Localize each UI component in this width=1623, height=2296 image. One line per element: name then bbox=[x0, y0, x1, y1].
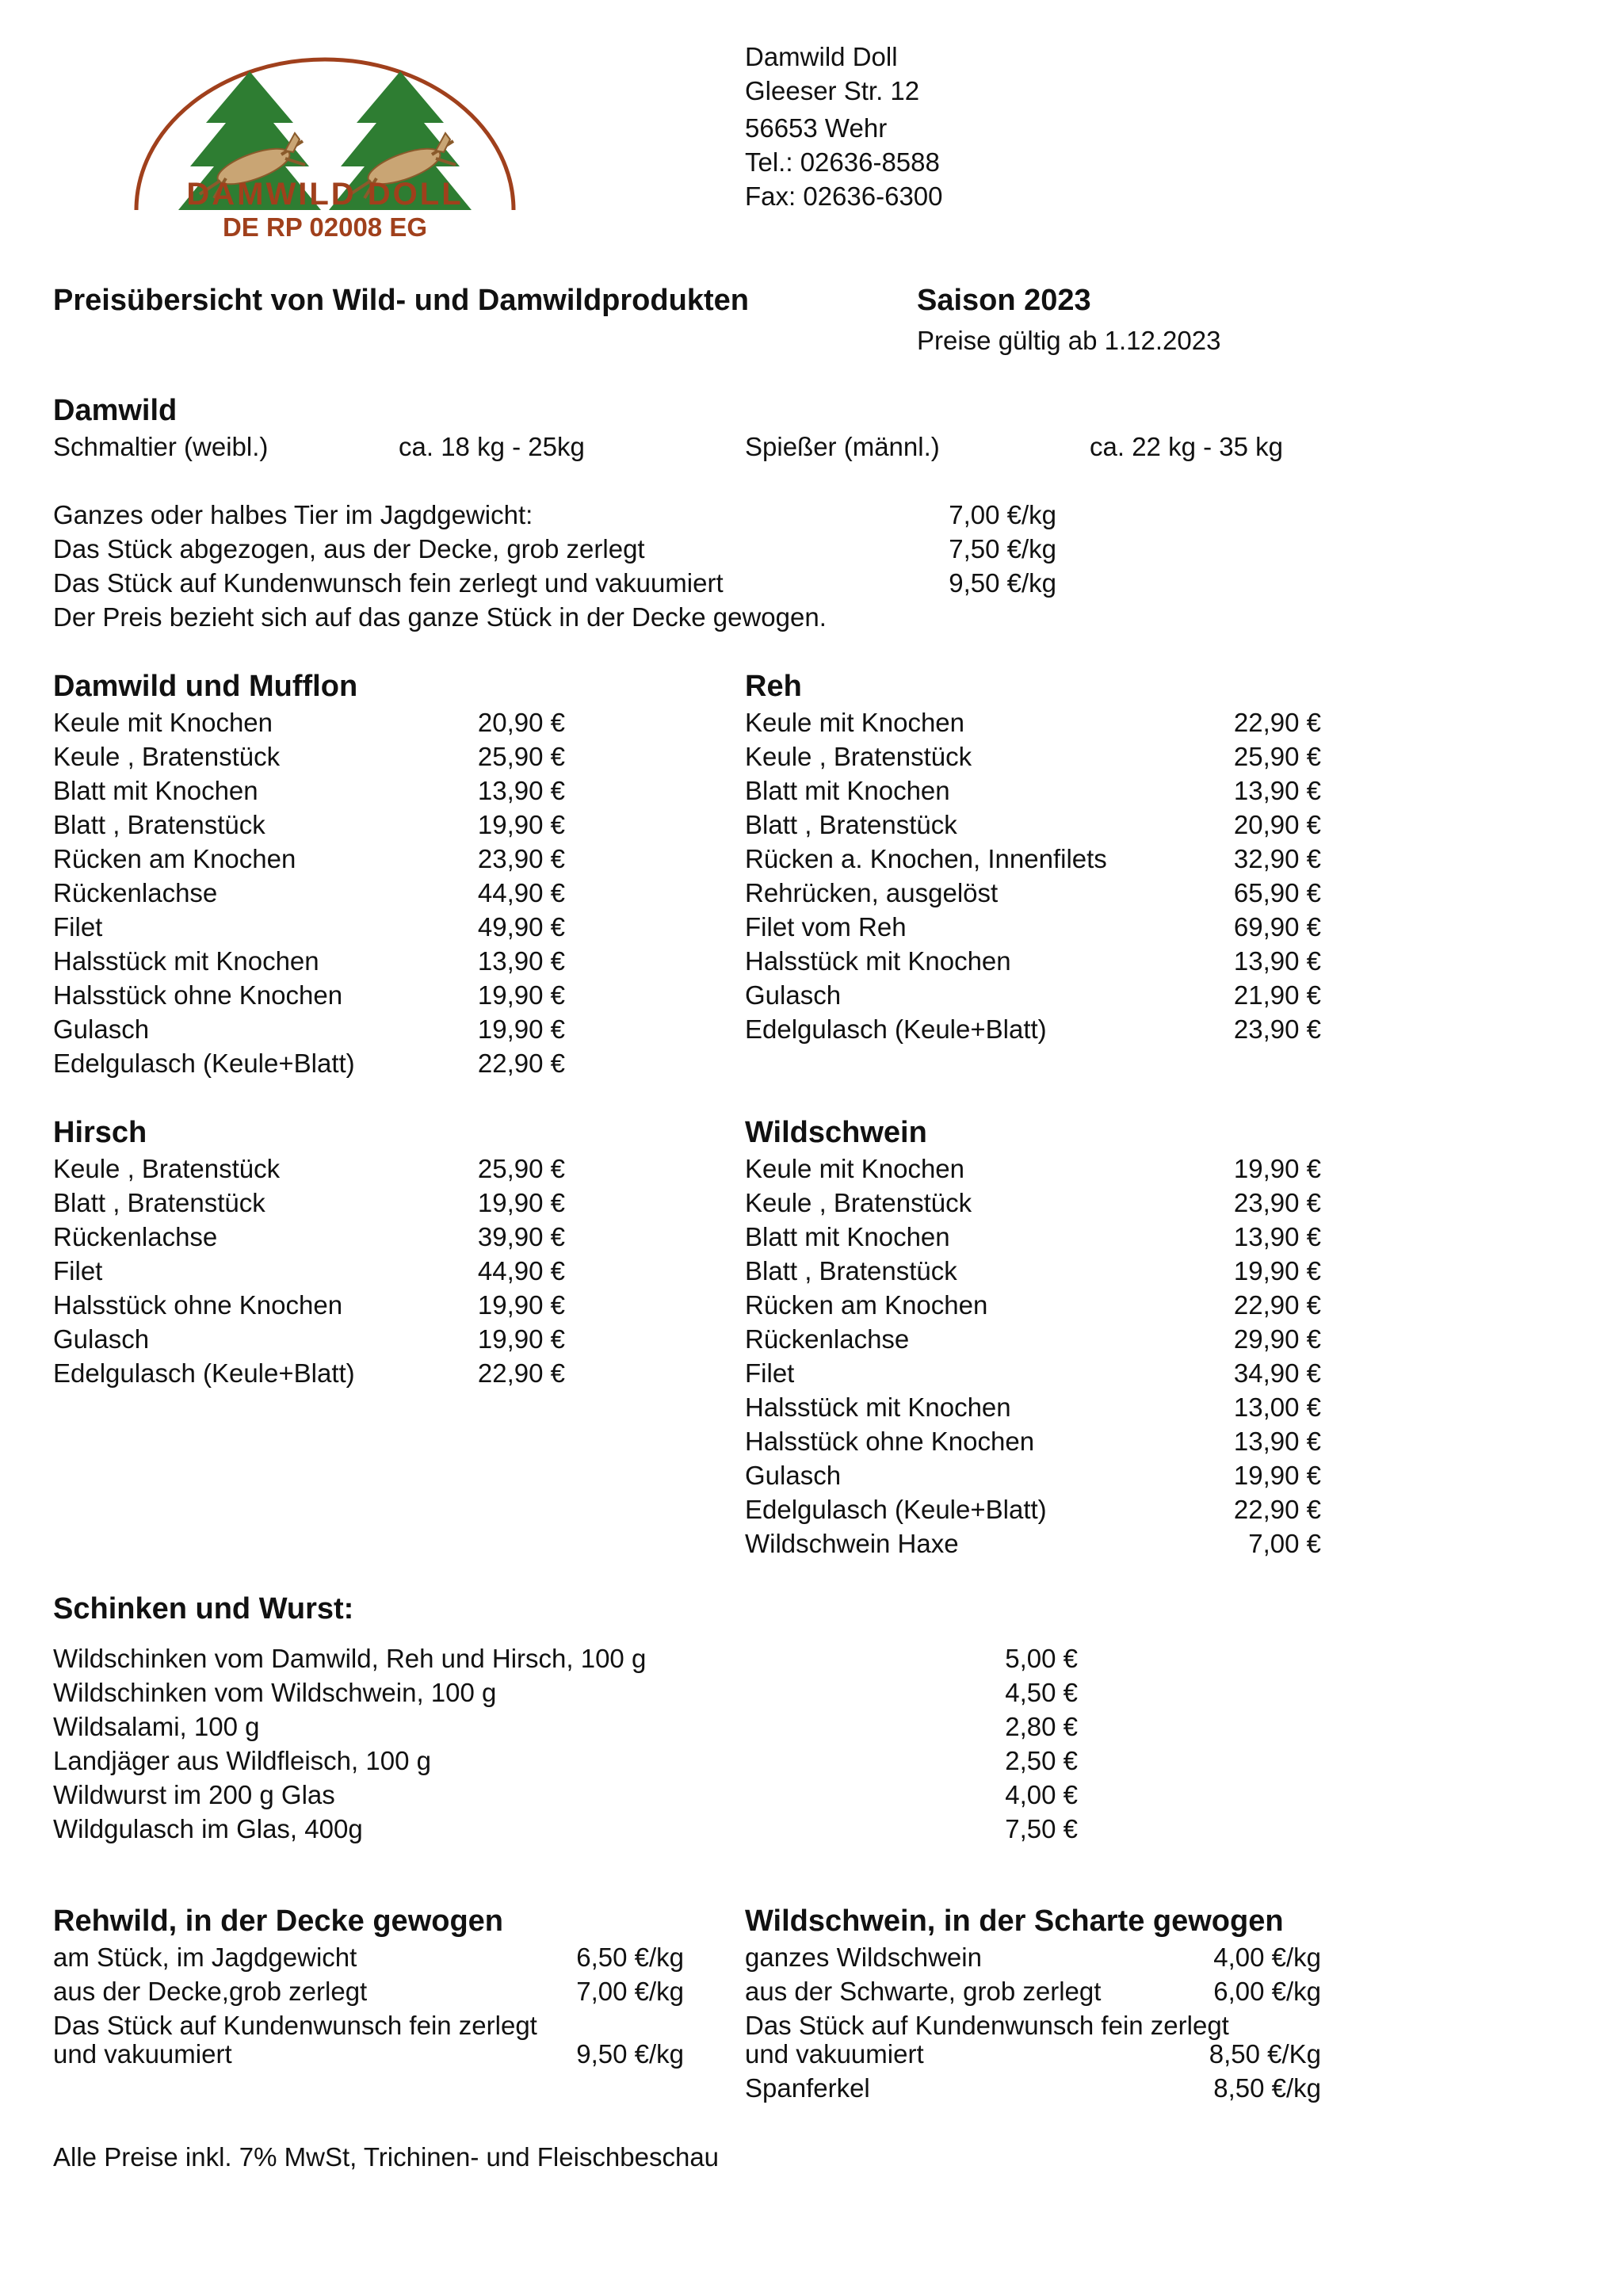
mufflon-item-price: 44,90 € bbox=[477, 878, 565, 907]
price-line-value: 7,50 €/kg bbox=[949, 534, 1056, 563]
mufflon-item-price: 49,90 € bbox=[477, 912, 565, 942]
mufflon-item-label: Edelgulasch (Keule+Blatt) bbox=[53, 1049, 355, 1078]
schwarte-label: Das Stück auf Kundenwunsch fein zerlegt bbox=[745, 2011, 1229, 2040]
wildschwein-item-label: Filet bbox=[745, 1358, 795, 1388]
valid-from: Preise gültig ab 1.12.2023 bbox=[917, 326, 1221, 355]
wildschwein-item-price: 22,90 € bbox=[1233, 1495, 1321, 1524]
mufflon-item-price: 25,90 € bbox=[477, 742, 565, 771]
wildschwein-item-price: 13,90 € bbox=[1233, 1222, 1321, 1251]
schinken-item-label: Wildgulasch im Glas, 400g bbox=[53, 1814, 363, 1843]
wildschwein-item-label: Keule mit Knochen bbox=[745, 1154, 965, 1183]
mufflon-item-price: 20,90 € bbox=[477, 708, 565, 737]
hirsch-item-label: Rückenlachse bbox=[53, 1222, 218, 1251]
schinken-item-price: 2,80 € bbox=[1005, 1712, 1078, 1741]
address-line: Damwild Doll bbox=[745, 42, 898, 71]
mufflon-item-label: Rücken am Knochen bbox=[53, 844, 296, 873]
hirsch-item-price: 19,90 € bbox=[477, 1324, 565, 1354]
wildschwein-item-label: Edelgulasch (Keule+Blatt) bbox=[745, 1495, 1047, 1524]
schwarte-label: und vakuumiert bbox=[745, 2039, 924, 2069]
price-line-label: Das Stück abgezogen, aus der Decke, grob zerlegt bbox=[53, 534, 645, 563]
wildschwein-item-price: 19,90 € bbox=[1233, 1461, 1321, 1490]
reh-item-price: 13,90 € bbox=[1233, 946, 1321, 976]
rehwild-price: 7,00 €/kg bbox=[576, 1977, 684, 2006]
mufflon-item-label: Keule , Bratenstück bbox=[53, 742, 281, 771]
mufflon-item-label: Halsstück mit Knochen bbox=[53, 946, 319, 976]
wildschwein-item-price: 7,00 € bbox=[1248, 1529, 1321, 1558]
season-label: Saison 2023 bbox=[917, 284, 1091, 317]
address-line: 56653 Wehr bbox=[745, 113, 888, 143]
rehwild-price: 6,50 €/kg bbox=[576, 1943, 684, 1972]
male-weight: ca. 22 kg - 35 kg bbox=[1090, 432, 1283, 461]
schinken-item-price: 4,00 € bbox=[1005, 1780, 1078, 1809]
hirsch-item-label: Edelgulasch (Keule+Blatt) bbox=[53, 1358, 355, 1388]
schinken-item-price: 5,00 € bbox=[1005, 1644, 1078, 1673]
schwarte-price: 8,50 €/Kg bbox=[1209, 2039, 1321, 2069]
schwarte-price: 6,00 €/kg bbox=[1213, 1977, 1321, 2006]
wildschwein-item-price: 13,00 € bbox=[1233, 1392, 1321, 1422]
price-line-label: Ganzes oder halbes Tier im Jagdgewicht: bbox=[53, 500, 533, 529]
schinken-heading: Schinken und Wurst: bbox=[53, 1592, 354, 1626]
reh-item-label: Keule mit Knochen bbox=[745, 708, 965, 737]
price-line-value: 7,00 €/kg bbox=[949, 500, 1056, 529]
reh-item-price: 21,90 € bbox=[1233, 980, 1321, 1010]
wildschwein-item-price: 22,90 € bbox=[1233, 1290, 1321, 1320]
wildschwein-item-label: Blatt , Bratenstück bbox=[745, 1256, 957, 1286]
reh-item-price: 13,90 € bbox=[1233, 776, 1321, 805]
reh-item-label: Edelgulasch (Keule+Blatt) bbox=[745, 1014, 1047, 1044]
male-label: Spießer (männl.) bbox=[745, 432, 940, 461]
hirsch-item-price: 19,90 € bbox=[477, 1188, 565, 1217]
wildschwein-item-label: Gulasch bbox=[745, 1461, 842, 1490]
reh-item-label: Filet vom Reh bbox=[745, 912, 907, 942]
schwarte-heading: Wildschwein, in der Scharte gewogen bbox=[745, 1904, 1284, 1938]
address-line: Tel.: 02636-8588 bbox=[745, 147, 940, 177]
mufflon-item-label: Rückenlachse bbox=[53, 878, 218, 907]
schinken-item-label: Wildsalami, 100 g bbox=[53, 1712, 260, 1741]
female-label: Schmaltier (weibl.) bbox=[53, 432, 269, 461]
schinken-item-label: Wildwurst im 200 g Glas bbox=[53, 1780, 335, 1809]
wildschwein-item-label: Rückenlachse bbox=[745, 1324, 910, 1354]
hirsch-item-price: 39,90 € bbox=[477, 1222, 565, 1251]
rehwild-label: und vakuumiert bbox=[53, 2039, 232, 2069]
wildschwein-item-price: 19,90 € bbox=[1233, 1154, 1321, 1183]
logo-code: DE RP 02008 EG bbox=[222, 212, 428, 242]
wildschwein-item-label: Keule , Bratenstück bbox=[745, 1188, 972, 1217]
page-title: Preisübersicht von Wild- und Damwildprodukten bbox=[53, 284, 749, 317]
wildschwein-item-price: 29,90 € bbox=[1233, 1324, 1321, 1354]
reh-heading: Reh bbox=[745, 670, 802, 703]
reh-item-label: Rücken a. Knochen, Innenfilets bbox=[745, 844, 1107, 873]
mufflon-item-price: 19,90 € bbox=[477, 810, 565, 839]
schwarte-price: 8,50 €/kg bbox=[1213, 2073, 1321, 2103]
wildschwein-item-price: 34,90 € bbox=[1233, 1358, 1321, 1388]
mufflon-item-label: Blatt mit Knochen bbox=[53, 776, 258, 805]
schinken-item-price: 4,50 € bbox=[1005, 1678, 1078, 1707]
mufflon-item-price: 13,90 € bbox=[477, 776, 565, 805]
schwarte-label: ganzes Wildschwein bbox=[745, 1943, 982, 1972]
logo-name: DAMWILD DOLL bbox=[186, 177, 464, 212]
wildschwein-item-label: Halsstück ohne Knochen bbox=[745, 1427, 1035, 1456]
hirsch-item-label: Gulasch bbox=[53, 1324, 150, 1354]
address-line: Gleeser Str. 12 bbox=[745, 76, 920, 105]
hirsch-item-price: 22,90 € bbox=[477, 1358, 565, 1388]
reh-item-price: 69,90 € bbox=[1233, 912, 1321, 942]
hirsch-heading: Hirsch bbox=[53, 1116, 147, 1149]
price-line-value: 9,50 €/kg bbox=[949, 568, 1056, 598]
reh-item-label: Blatt , Bratenstück bbox=[745, 810, 957, 839]
schinken-item-label: Wildschinken vom Wildschwein, 100 g bbox=[53, 1678, 497, 1707]
wildschwein-heading: Wildschwein bbox=[745, 1116, 927, 1149]
reh-item-price: 20,90 € bbox=[1233, 810, 1321, 839]
hirsch-item-label: Filet bbox=[53, 1256, 103, 1286]
hirsch-item-price: 44,90 € bbox=[477, 1256, 565, 1286]
damwild-heading: Damwild bbox=[53, 394, 178, 427]
schinken-item-label: Landjäger aus Wildfleisch, 100 g bbox=[53, 1746, 431, 1775]
rehwild-label: Das Stück auf Kundenwunsch fein zerlegt bbox=[53, 2011, 537, 2040]
schwarte-price: 4,00 €/kg bbox=[1213, 1943, 1321, 1972]
rehwild-heading: Rehwild, in der Decke gewogen bbox=[53, 1904, 504, 1938]
price-line-label: Das Stück auf Kundenwunsch fein zerlegt und vakuumiert bbox=[53, 568, 724, 598]
mufflon-heading: Damwild und Mufflon bbox=[53, 670, 358, 703]
mufflon-item-label: Gulasch bbox=[53, 1014, 150, 1044]
mufflon-item-label: Halsstück ohne Knochen bbox=[53, 980, 343, 1010]
reh-item-price: 25,90 € bbox=[1233, 742, 1321, 771]
schwarte-label: Spanferkel bbox=[745, 2073, 870, 2103]
schwarte-label: aus der Schwarte, grob zerlegt bbox=[745, 1977, 1102, 2006]
mufflon-item-price: 13,90 € bbox=[477, 946, 565, 976]
address-line: Fax: 02636-6300 bbox=[745, 181, 943, 211]
mufflon-item-label: Keule mit Knochen bbox=[53, 708, 273, 737]
schinken-item-price: 2,50 € bbox=[1005, 1746, 1078, 1775]
hirsch-item-label: Blatt , Bratenstück bbox=[53, 1188, 265, 1217]
reh-item-label: Rehrücken, ausgelöst bbox=[745, 878, 999, 907]
reh-item-price: 65,90 € bbox=[1233, 878, 1321, 907]
wildschwein-item-price: 23,90 € bbox=[1233, 1188, 1321, 1217]
rehwild-label: am Stück, im Jagdgewicht bbox=[53, 1943, 357, 1972]
rehwild-price: 9,50 €/kg bbox=[576, 2039, 684, 2069]
wildschwein-item-label: Wildschwein Haxe bbox=[745, 1529, 959, 1558]
reh-item-label: Blatt mit Knochen bbox=[745, 776, 950, 805]
mufflon-item-price: 23,90 € bbox=[477, 844, 565, 873]
mufflon-item-price: 19,90 € bbox=[477, 1014, 565, 1044]
rehwild-label: aus der Decke,grob zerlegt bbox=[53, 1977, 368, 2006]
hirsch-item-label: Keule , Bratenstück bbox=[53, 1154, 281, 1183]
hirsch-item-label: Halsstück ohne Knochen bbox=[53, 1290, 343, 1320]
female-weight: ca. 18 kg - 25kg bbox=[399, 432, 585, 461]
wildschwein-item-price: 19,90 € bbox=[1233, 1256, 1321, 1286]
mufflon-item-price: 22,90 € bbox=[477, 1049, 565, 1078]
mufflon-item-price: 19,90 € bbox=[477, 980, 565, 1010]
reh-item-price: 22,90 € bbox=[1233, 708, 1321, 737]
hirsch-item-price: 25,90 € bbox=[477, 1154, 565, 1183]
hirsch-item-price: 19,90 € bbox=[477, 1290, 565, 1320]
reh-item-label: Halsstück mit Knochen bbox=[745, 946, 1011, 976]
reh-item-price: 32,90 € bbox=[1233, 844, 1321, 873]
reh-item-label: Gulasch bbox=[745, 980, 842, 1010]
mufflon-item-label: Blatt , Bratenstück bbox=[53, 810, 265, 839]
schinken-item-label: Wildschinken vom Damwild, Reh und Hirsch, 100 g bbox=[53, 1644, 647, 1673]
reh-item-price: 23,90 € bbox=[1233, 1014, 1321, 1044]
wildschwein-item-label: Rücken am Knochen bbox=[745, 1290, 988, 1320]
mufflon-item-label: Filet bbox=[53, 912, 103, 942]
schinken-item-price: 7,50 € bbox=[1005, 1814, 1078, 1843]
footer-note: Alle Preise inkl. 7% MwSt, Trichinen- und Fleischbeschau bbox=[53, 2142, 720, 2172]
price-note: Der Preis bezieht sich auf das ganze Stück in der Decke gewogen. bbox=[53, 602, 827, 632]
reh-item-label: Keule , Bratenstück bbox=[745, 742, 972, 771]
wildschwein-item-price: 13,90 € bbox=[1233, 1427, 1321, 1456]
wildschwein-item-label: Halsstück mit Knochen bbox=[745, 1392, 1011, 1422]
wildschwein-item-label: Blatt mit Knochen bbox=[745, 1222, 950, 1251]
